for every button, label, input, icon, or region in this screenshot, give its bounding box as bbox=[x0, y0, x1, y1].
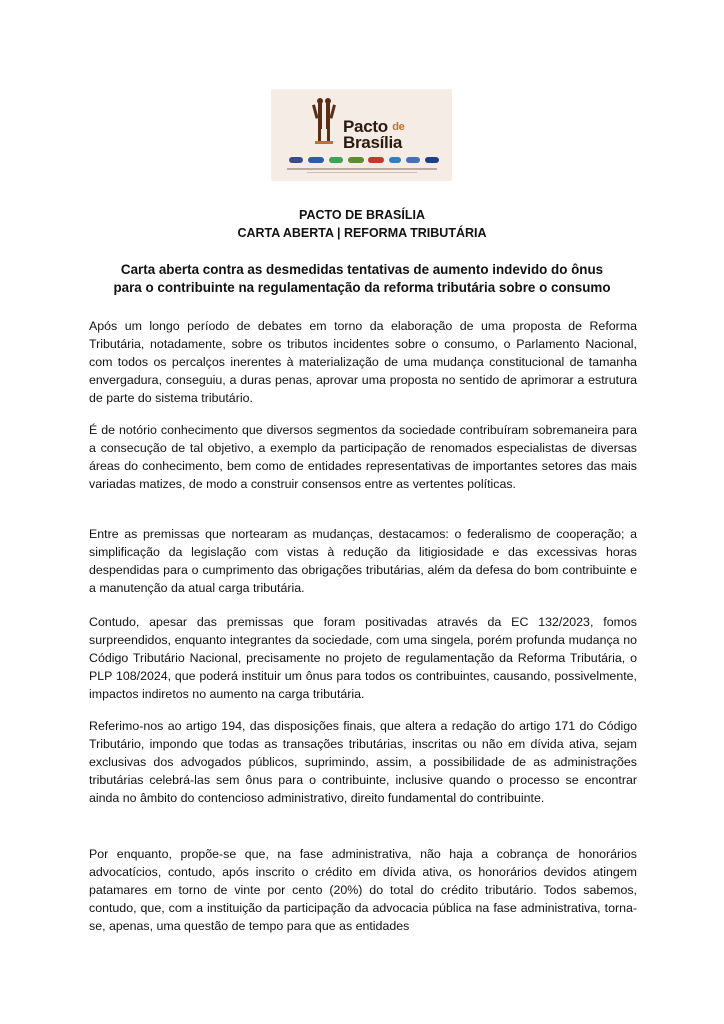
pacto-de-brasilia-logo bbox=[271, 89, 452, 181]
logo-caption-line bbox=[307, 172, 417, 173]
subtitle-line-2: para o contribuinte na regulamentação da reforma tributária sobre o consumo bbox=[113, 280, 611, 295]
sponsor-logos-strip bbox=[289, 156, 439, 164]
logo-title: Pacto de Brasília bbox=[343, 117, 405, 152]
paragraph-4: Contudo, apesar das premissas que foram positivadas através da EC 132/2023, fomos surpreendidos, enquanto integrantes da sociedade, com uma singela, porém profunda mudança no Código Tributário Nacional, precisamente no projeto de regulamentação da Reforma Tributária, o PLP 108/2024, que poderá instituir um ônus para todos os contribuintes, causando, possivelmente, impactos indiretos no aumento na carga tributária. bbox=[89, 615, 637, 701]
paragraph-3: Entre as premissas que nortearam as mudanças, destacamos: o federalismo de cooperação; a simplificação da legislação com vistas à redução da litigiosidade e das excessivas horas despendidas para o cumprimento das obrigações tributárias, além da defesa do bom contribuinte e a manutenção da atual carga tributária. bbox=[89, 527, 637, 595]
subtitle-line-1: Carta aberta contra as desmedidas tentativas de aumento indevido do ônus bbox=[120, 262, 604, 277]
paragraph-2: É de notório conhecimento que diversos segmentos da sociedade contribuíram sobremaneira para a consecução de tal objetivo, a exemplo da participação de renomados especialistas de diversas áreas do conhecimento, bem como de entidades representativas de importantes setores das mais variadas matizes, de modo a construir consensos entre as vertentes políticas. bbox=[89, 423, 637, 491]
paragraph-6: Por enquanto, propõe-se que, na fase administrativa, não haja a cobrança de honorários advocatícios, contudo, após inscrito o crédito em dívida ativa, os honorários devidos atingem patamares em torno de vinte por cento (20%) do total do crédito tributário. Todos sabemos, contudo, que, com a instituição da participação da advocacia pública na fase administrativa, torna-se, apenas, uma questão de tempo para que as entidades bbox=[89, 847, 637, 933]
logo-caption-line bbox=[287, 168, 437, 170]
heading-line-2: CARTA ABERTA | REFORMA TRIBUTÁRIA bbox=[237, 226, 487, 240]
heading-line-1: PACTO DE BRASÍLIA bbox=[299, 208, 425, 222]
paragraph-5: Referimo-nos ao artigo 194, das disposições finais, que altera a redação do artigo 171 do Código Tributário, impondo que todas as transações tributárias, inscritas ou não em dívida ativa, sejam exclusivas dos advogados públicos, suprimindo, assim, a possibilidade de as administrações tributárias celebrá-las sem ônus para o contribuinte, inclusive quando o processo se encontrar ainda no âmbito do contencioso administrativo, direito fundamental do contribuinte. bbox=[89, 719, 637, 805]
statue-figure-icon bbox=[309, 97, 339, 145]
paragraph-1: Após um longo período de debates em torno da elaboração de uma proposta de Reforma Tributária, notadamente, sobre os tributos incidentes sobre o consumo, o Parlamento Nacional, com todos os percalços inerentes à materialização de uma mudança constitucional de tamanha envergadura, conseguiu, a duras penas, aprovar uma proposta no sentido de aprimorar a estrutura de parte do sistema tributário. bbox=[89, 319, 637, 405]
